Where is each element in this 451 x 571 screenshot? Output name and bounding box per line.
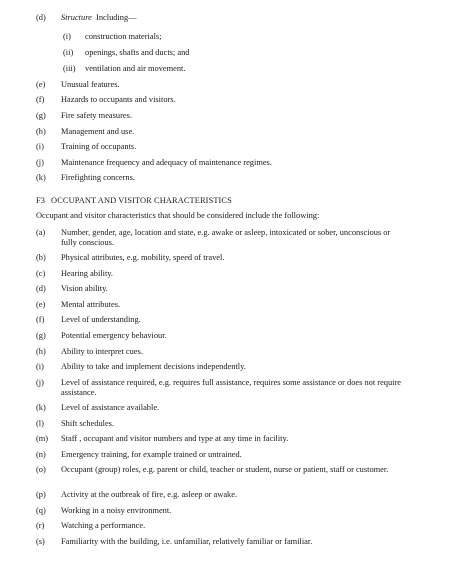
list-text: Physical attributes, e.g. mobility, speed of travel.: [61, 253, 225, 262]
list-text: Activity at the outbreak of fire, e.g. asleep or awake.: [61, 490, 238, 499]
list-text: Firefighting concerns.: [61, 173, 135, 182]
sublist-label: (iii): [63, 64, 76, 73]
list-label: (e): [36, 80, 46, 89]
list-label: (k): [36, 173, 46, 182]
list-text: Training of occupants.: [61, 142, 137, 151]
section-intro-text: Occupant and visitor characteristics that should be considered include the following:: [36, 211, 320, 220]
list-label: (i): [36, 362, 44, 371]
list-label: (e): [36, 300, 46, 309]
list-label: (d): [36, 13, 46, 22]
list-label: (h): [36, 127, 46, 136]
list-text: Ability to take and implement decisions independently.: [61, 362, 246, 371]
list-label: (o): [36, 465, 46, 474]
list-label: (j): [36, 158, 44, 167]
list-label: (h): [36, 347, 46, 356]
list-text: Unusual features.: [61, 80, 120, 89]
list-text: Fire safety measures.: [61, 111, 132, 120]
list-label: (s): [36, 537, 45, 546]
list-label: (m): [36, 434, 49, 443]
list-text: Familiarity with the building, i.e. unfamiliar, relatively familiar or familiar.: [61, 537, 313, 546]
list-text: Staff , occupant and visitor numbers and type at any time in facility.: [61, 434, 289, 443]
list-text: Level of assistance available.: [61, 403, 160, 412]
section-code: F3: [36, 196, 46, 205]
list-label: (k): [36, 403, 46, 412]
list-label: (j): [36, 378, 44, 387]
list-label: (g): [36, 331, 46, 340]
list-text: Maintenance frequency and adequacy of maintenance regimes.: [61, 158, 272, 167]
list-text: Working in a noisy environment.: [61, 506, 172, 515]
list-label: (f): [36, 315, 45, 324]
sublist-text: construction materials;: [85, 32, 162, 41]
list-text: Emergency training, for example trained or untrained.: [61, 450, 242, 459]
sublist-text: ventilation and air movement.: [85, 64, 186, 73]
sublist-label: (i): [63, 32, 71, 41]
list-label: (q): [36, 506, 46, 515]
list-label: (f): [36, 95, 45, 104]
list-text: [61, 13, 137, 23]
list-label: (p): [36, 490, 46, 499]
list-text: Ability to interpret cues.: [61, 347, 143, 356]
list-text: Mental attributes.: [61, 300, 121, 309]
list-text: Number, gender, age, location and state, e.g. awake or asleep, intoxicated or sober, unconscious or fully conscious.: [61, 228, 391, 247]
list-label: (i): [36, 142, 44, 151]
list-lead-italic: Structure: [61, 13, 92, 22]
list-text: Potential emergency behaviour.: [61, 331, 167, 340]
section-heading-text: [36, 196, 232, 206]
sublist-label: (ii): [63, 48, 74, 57]
list-label: (d): [36, 284, 46, 293]
list-label: (b): [36, 253, 46, 262]
list-text: Management and use.: [61, 127, 135, 136]
list-text: Level of assistance required, e.g. requires full assistance, requires some assistance or does not require assistance.: [61, 378, 401, 397]
list-text: Watching a performance.: [61, 521, 146, 530]
section-title: OCCUPANT AND VISITOR CHARACTERISTICS: [51, 196, 232, 205]
list-text: Shift schedules.: [61, 419, 115, 428]
list-text: Hazards to occupants and visitors.: [61, 95, 176, 104]
list-text: Occupant (group) roles, e.g. parent or child, teacher or student, nurse or patient, staff or customer.: [61, 465, 389, 474]
list-text: Level of understanding.: [61, 315, 141, 324]
list-label: (n): [36, 450, 46, 459]
list-label: (r): [36, 521, 45, 530]
list-label: (a): [36, 228, 46, 237]
list-lead-rest: Including—: [96, 13, 137, 22]
list-label: (g): [36, 111, 46, 120]
list-label: (l): [36, 419, 44, 428]
list-text: Vision ability.: [61, 284, 108, 293]
list-text: Hearing ability.: [61, 269, 114, 278]
sublist-text: openings, shafts and ducts; and: [85, 48, 190, 57]
list-label: (c): [36, 269, 46, 278]
